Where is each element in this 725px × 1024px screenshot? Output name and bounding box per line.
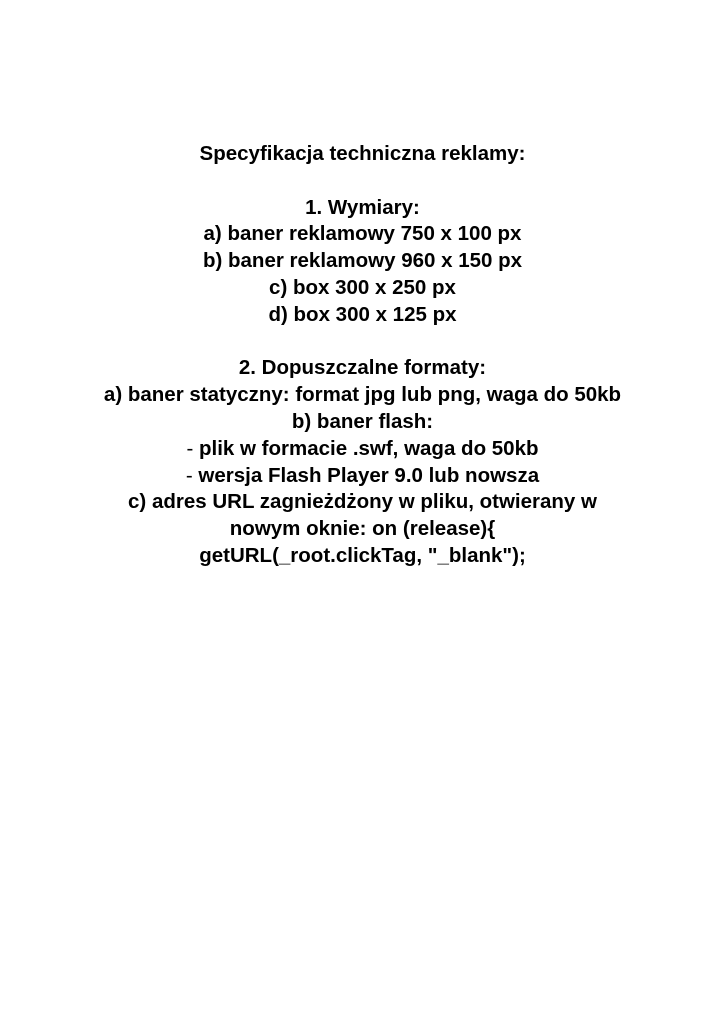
section-dimensions-heading: 1. Wymiary: <box>305 195 420 219</box>
spacer <box>100 168 625 195</box>
flash-requirement-text: plik w formacie .swf, waga do 50kb <box>199 436 539 460</box>
code-snippet: getURL(_root.clickTag, "_blank"); <box>199 543 526 567</box>
flash-requirement-2 <box>100 463 625 490</box>
flash-requirement-text: wersja Flash Player 9.0 lub nowsza <box>198 463 540 487</box>
dimension-item-d: d) box 300 x 125 px <box>268 302 457 326</box>
ad-specification <box>100 141 625 570</box>
format-item-a: a) baner statyczny: format jpg lub png, waga do 50kb <box>103 383 622 407</box>
spacer <box>100 329 625 356</box>
list-dash: - <box>185 463 193 487</box>
format-item-b: b) baner flash: <box>291 409 434 433</box>
document-title: Specyfikacja techniczna reklamy: <box>199 142 526 165</box>
list-dash: - <box>186 436 194 460</box>
section-formats-heading: 2. Dopuszczalne formaty: <box>238 356 487 380</box>
format-item-c: c) adres URL zagnieżdżony w pliku, otwierany w nowym oknie: on (release){ <box>128 490 597 541</box>
dimension-item-b: b) baner reklamowy 960 x 150 px <box>202 249 523 273</box>
dimension-item-a: a) baner reklamowy 750 x 100 px <box>203 222 522 246</box>
dimension-item-c: c) box 300 x 250 px <box>269 275 456 299</box>
flash-requirement-1 <box>100 436 625 463</box>
